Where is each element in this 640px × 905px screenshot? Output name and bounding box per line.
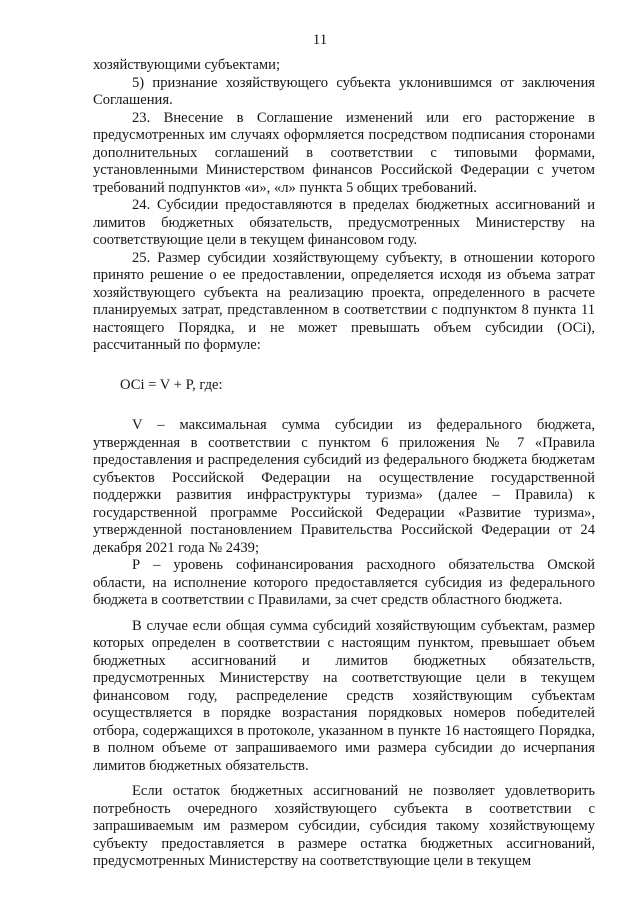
paragraph-distribution: В случае если общая сумма субсидий хозяйствующим субъектам, размер которых определен в соответствии с настоящим пунктом, превышает объем бюджетных ассигнований и лимитов бюджетных обязательств, предусмотренных Министерству на соответствующие цели в текущем финансовом году, распределение средств хозяйствующим субъектам осуществляется в порядке возрастания порядковых номеров победителей отбора, содержащихся в протоколе, указанном в пункте 16 настоящего Порядка, в полном объеме от запрашиваемого ими размера субсидии до исчерпания лимитов бюджетных обязательств.	[93, 617, 595, 774]
paragraph-item-24: 24. Субсидии предоставляются в пределах бюджетных ассигнований и лимитов бюджетных обязательств, предусмотренных Министерству на соответствующие цели в текущем финансовом году.	[93, 197, 595, 248]
page-number: 11	[312, 32, 328, 48]
paragraph-subitem-5: 5) признание хозяйствующего субъекта уклонившимся от заключения Соглашения.	[93, 74, 595, 108]
paragraph-remainder: Если остаток бюджетных ассигнований не позволяет удовлетворить потребность очередного хозяйствующего субъекта в соответствии с запрашиваемым им размером субсидии, субсидия такому хозяйствующему субъекту предоставляется в размере остатка бюджетных ассигнований, предусмотренных Министерству на соответствующие цели в текущем	[93, 783, 595, 869]
document-body	[93, 57, 595, 871]
definition-p: Р – уровень софинансирования расходного обязательства Омской области, на исполнение которого предоставляется субсидия из федерального бюджета в соответствии с Правилами, за счет средств областного бюджета.	[93, 557, 595, 608]
paragraph-item-23: 23. Внесение в Соглашение изменений или его расторжение в предусмотренных им случаях оформляется посредством подписания сторонами дополнительных соглашений в соответствии с типовыми формами, установленными Министерством финансов Российской Федерации с учетом требований подпунктов «и», «л» пункта 5 общих требований.	[93, 109, 595, 196]
paragraph-item-25: 25. Размер субсидии хозяйствующему субъекту, в отношении которого принято решение о ее предоставлении, определяется исходя из объема затрат хозяйствующего субъекта на реализацию проекта, определенного в расчете планируемых затрат, представленном в соответствии с подпунктом 8 пункта 11 настоящего Порядка, и не может превышать объем субсидии (ОСi), рассчитанный по формуле:	[93, 249, 595, 353]
definition-v: V – максимальная сумма субсидии из федерального бюджета, утвержденная в соответствии с пунктом 6 приложения № 7 «Правила предоставления и распределения субсидий из федерального бюджета бюджетам субъектов Российской Федерации на осуществление государственной поддержки развития инфраструктуры туризма» (далее – Правила) к государственной программе Российской Федерации «Развитие туризма», утвержденной постановлением Правительства Российской Федерации от 24 декабря 2021 года № 2439;	[93, 417, 595, 556]
formula: ОСi = V + P, где:	[120, 376, 223, 393]
paragraph-continuation: хозяйствующими субъектами;	[93, 57, 281, 73]
